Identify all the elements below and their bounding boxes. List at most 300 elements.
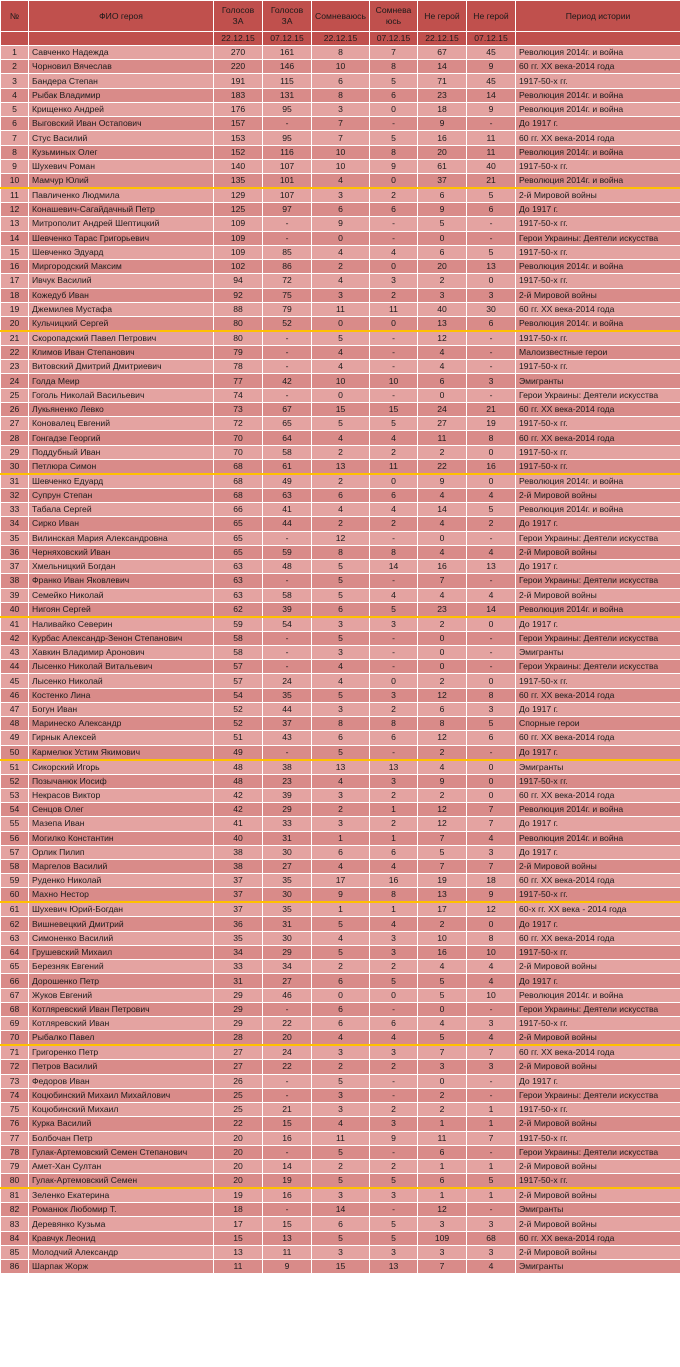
cell-not-hero-1: 2	[418, 617, 467, 632]
cell-history-period: 2-й Мировой войны	[516, 1031, 680, 1046]
cell-doubt-2: 2	[370, 188, 418, 203]
table-row	[1, 602, 680, 617]
cell-votes-for-1: 29	[214, 1017, 263, 1031]
cell-doubt-1: 2	[312, 1160, 370, 1174]
cell-doubt-1: 4	[312, 1117, 370, 1131]
table-row	[1, 1245, 680, 1259]
cell-not-hero-1: 0	[418, 1074, 467, 1088]
cell-votes-for-1: 77	[214, 374, 263, 388]
cell-votes-for-2: 48	[263, 560, 312, 574]
cell-doubt-2: -	[370, 388, 418, 402]
cell-votes-for-1: 52	[214, 702, 263, 716]
cell-votes-for-2: 72	[263, 274, 312, 288]
cell-not-hero-2: 0	[467, 474, 516, 489]
cell-history-period: 1917-50-х гг.	[516, 945, 680, 959]
cell-not-hero-2: 6	[467, 203, 516, 217]
cell-doubt-1: 0	[312, 231, 370, 245]
cell-hero-name: Бандера Степан	[29, 74, 214, 88]
cell-doubt-2: 2	[370, 1103, 418, 1117]
cell-votes-for-2: 44	[263, 517, 312, 531]
cell-not-hero-1: 4	[418, 517, 467, 531]
cell-number: 13	[1, 217, 29, 231]
cell-votes-for-2: 24	[263, 674, 312, 688]
cell-votes-for-2: 146	[263, 60, 312, 74]
cell-doubt-1: 9	[312, 217, 370, 231]
cell-votes-for-1: 80	[214, 331, 263, 346]
cell-not-hero-1: 4	[418, 960, 467, 974]
cell-doubt-2: -	[370, 1145, 418, 1159]
cell-not-hero-2: 0	[467, 774, 516, 788]
cell-history-period: Революция 2014г. и война	[516, 474, 680, 489]
header-date-blank	[29, 32, 214, 46]
cell-number: 4	[1, 88, 29, 102]
cell-not-hero-2: 16	[467, 459, 516, 474]
cell-doubt-1: 6	[312, 1017, 370, 1031]
cell-history-period: Эмигранты	[516, 1260, 680, 1274]
cell-doubt-2: 6	[370, 203, 418, 217]
cell-doubt-1: 2	[312, 803, 370, 817]
cell-votes-for-2: 29	[263, 945, 312, 959]
table-row	[1, 260, 680, 274]
cell-doubt-2: 6	[370, 488, 418, 502]
cell-not-hero-2: 5	[467, 245, 516, 259]
cell-not-hero-1: 7	[418, 1260, 467, 1274]
cell-number: 27	[1, 417, 29, 431]
cell-hero-name: Гирнык Алексей	[29, 731, 214, 745]
cell-votes-for-1: 20	[214, 1131, 263, 1145]
cell-hero-name: Петлюра Симон	[29, 459, 214, 474]
cell-doubt-1: 5	[312, 745, 370, 760]
table-row	[1, 517, 680, 531]
cell-not-hero-2: 10	[467, 988, 516, 1002]
cell-not-hero-1: 4	[418, 360, 467, 374]
cell-votes-for-2: -	[263, 1074, 312, 1088]
cell-number: 31	[1, 474, 29, 489]
cell-hero-name: Чорновил Вячеслав	[29, 60, 214, 74]
cell-votes-for-2: 101	[263, 174, 312, 189]
table-row	[1, 888, 680, 903]
cell-not-hero-2: 7	[467, 803, 516, 817]
cell-votes-for-2: 21	[263, 1103, 312, 1117]
cell-history-period: Герои Украины: Деятели искусства	[516, 631, 680, 645]
cell-doubt-2: 0	[370, 260, 418, 274]
cell-doubt-2: 4	[370, 1031, 418, 1046]
table-row	[1, 431, 680, 445]
cell-doubt-1: 3	[312, 788, 370, 802]
cell-number: 78	[1, 1145, 29, 1159]
cell-doubt-1: 2	[312, 260, 370, 274]
cell-history-period: 60 гг. XX века-2014 года	[516, 402, 680, 416]
cell-history-period: 60 гг. XX века-2014 года	[516, 731, 680, 745]
cell-number: 72	[1, 1060, 29, 1074]
cell-votes-for-2: 107	[263, 188, 312, 203]
cell-votes-for-1: 42	[214, 788, 263, 802]
cell-not-hero-1: 16	[418, 131, 467, 145]
cell-doubt-2: 6	[370, 845, 418, 859]
cell-hero-name: Петров Василий	[29, 1060, 214, 1074]
cell-number: 30	[1, 459, 29, 474]
cell-not-hero-2: 2	[467, 517, 516, 531]
cell-votes-for-2: 52	[263, 316, 312, 331]
cell-number: 49	[1, 731, 29, 745]
cell-votes-for-2: 63	[263, 488, 312, 502]
cell-doubt-1: 3	[312, 1103, 370, 1117]
cell-doubt-1: 4	[312, 360, 370, 374]
cell-history-period: 2-й Мировой войны	[516, 1245, 680, 1259]
cell-doubt-1: 4	[312, 503, 370, 517]
cell-number: 74	[1, 1088, 29, 1102]
cell-number: 15	[1, 245, 29, 259]
table-row	[1, 474, 680, 489]
cell-history-period: 60 гг. XX века-2014 года	[516, 688, 680, 702]
cell-votes-for-1: 157	[214, 117, 263, 131]
cell-number: 10	[1, 174, 29, 189]
table-row	[1, 803, 680, 817]
cell-votes-for-2: 13	[263, 1231, 312, 1245]
cell-not-hero-1: 0	[418, 1002, 467, 1016]
cell-votes-for-2: 35	[263, 688, 312, 702]
cell-not-hero-1: 12	[418, 817, 467, 831]
cell-votes-for-2: 49	[263, 474, 312, 489]
cell-votes-for-2: 39	[263, 788, 312, 802]
cell-votes-for-2: 35	[263, 902, 312, 917]
cell-hero-name: Амет-Хан Султан	[29, 1160, 214, 1174]
cell-hero-name: Сикорский Игорь	[29, 760, 214, 775]
cell-hero-name: Курка Василий	[29, 1117, 214, 1131]
cell-history-period: До 1917 г.	[516, 517, 680, 531]
cell-not-hero-2: -	[467, 117, 516, 131]
cell-not-hero-1: 6	[418, 1145, 467, 1159]
cell-votes-for-1: 66	[214, 503, 263, 517]
cell-votes-for-1: 48	[214, 760, 263, 775]
cell-not-hero-2: 0	[467, 760, 516, 775]
table-row	[1, 417, 680, 431]
cell-not-hero-1: 2	[418, 674, 467, 688]
cell-votes-for-2: -	[263, 360, 312, 374]
table-row	[1, 645, 680, 659]
cell-votes-for-1: 65	[214, 517, 263, 531]
cell-hero-name: Симоненко Василий	[29, 931, 214, 945]
cell-doubt-1: 11	[312, 1131, 370, 1145]
cell-not-hero-2: 8	[467, 688, 516, 702]
header-date: 07.12.15	[370, 32, 418, 46]
cell-doubt-2: -	[370, 360, 418, 374]
cell-doubt-1: 4	[312, 245, 370, 259]
cell-history-period: До 1917 г.	[516, 702, 680, 716]
cell-number: 24	[1, 374, 29, 388]
cell-votes-for-1: 37	[214, 902, 263, 917]
cell-hero-name: Гулак-Артемовский Семен	[29, 1174, 214, 1189]
cell-not-hero-2: -	[467, 745, 516, 760]
cell-not-hero-1: 6	[418, 1174, 467, 1189]
cell-doubt-2: 11	[370, 459, 418, 474]
cell-votes-for-1: 20	[214, 1160, 263, 1174]
cell-not-hero-2: 5	[467, 188, 516, 203]
cell-number: 75	[1, 1103, 29, 1117]
cell-doubt-1: 3	[312, 817, 370, 831]
cell-hero-name: Грушевский Михаил	[29, 945, 214, 959]
cell-votes-for-2: -	[263, 1203, 312, 1217]
cell-not-hero-2: 7	[467, 817, 516, 831]
cell-not-hero-1: 0	[418, 645, 467, 659]
cell-not-hero-2: 7	[467, 1131, 516, 1145]
table-row	[1, 74, 680, 88]
cell-not-hero-2: 14	[467, 88, 516, 102]
cell-doubt-1: 10	[312, 159, 370, 173]
cell-history-period: До 1917 г.	[516, 917, 680, 931]
cell-number: 8	[1, 145, 29, 159]
cell-not-hero-1: 11	[418, 431, 467, 445]
cell-doubt-1: 0	[312, 388, 370, 402]
table-row	[1, 788, 680, 802]
cell-votes-for-1: 57	[214, 674, 263, 688]
cell-doubt-1: 5	[312, 588, 370, 602]
cell-votes-for-1: 19	[214, 1188, 263, 1203]
cell-not-hero-1: 13	[418, 888, 467, 903]
cell-not-hero-2: 7	[467, 1045, 516, 1060]
cell-hero-name: Климов Иван Степанович	[29, 345, 214, 359]
cell-not-hero-1: 12	[418, 331, 467, 346]
cell-doubt-2: 3	[370, 1045, 418, 1060]
cell-doubt-1: 4	[312, 660, 370, 674]
cell-not-hero-2: 4	[467, 488, 516, 502]
cell-hero-name: Шевченко Эдуард	[29, 245, 214, 259]
cell-votes-for-2: -	[263, 745, 312, 760]
cell-votes-for-1: 48	[214, 774, 263, 788]
cell-not-hero-1: 7	[418, 574, 467, 588]
cell-votes-for-1: 49	[214, 745, 263, 760]
cell-not-hero-2: 4	[467, 974, 516, 988]
cell-history-period: 60 гг. XX века-2014 года	[516, 131, 680, 145]
table-row	[1, 60, 680, 74]
cell-not-hero-2: 68	[467, 1231, 516, 1245]
table-row	[1, 131, 680, 145]
cell-number: 63	[1, 931, 29, 945]
cell-number: 29	[1, 445, 29, 459]
cell-votes-for-2: 46	[263, 988, 312, 1002]
cell-number: 35	[1, 531, 29, 545]
table-row	[1, 203, 680, 217]
cell-not-hero-1: 18	[418, 102, 467, 116]
table-row	[1, 345, 680, 359]
cell-not-hero-1: 3	[418, 1217, 467, 1231]
header-doubt-2: Сомневаюсь	[370, 1, 418, 32]
cell-votes-for-2: 61	[263, 459, 312, 474]
cell-number: 32	[1, 488, 29, 502]
cell-votes-for-1: 40	[214, 831, 263, 845]
cell-doubt-2: 6	[370, 1017, 418, 1031]
cell-not-hero-1: 5	[418, 988, 467, 1002]
cell-doubt-2: 15	[370, 402, 418, 416]
cell-doubt-1: 2	[312, 517, 370, 531]
cell-votes-for-1: 37	[214, 874, 263, 888]
cell-votes-for-2: 75	[263, 288, 312, 302]
cell-number: 36	[1, 545, 29, 559]
cell-number: 46	[1, 688, 29, 702]
cell-hero-name: Ивчук Василий	[29, 274, 214, 288]
cell-votes-for-1: 109	[214, 217, 263, 231]
table-row	[1, 702, 680, 716]
cell-not-hero-1: 4	[418, 545, 467, 559]
cell-votes-for-2: -	[263, 574, 312, 588]
cell-number: 67	[1, 988, 29, 1002]
cell-number: 70	[1, 1031, 29, 1046]
cell-hero-name: Мамчур Юлий	[29, 174, 214, 189]
table-row	[1, 831, 680, 845]
cell-hero-name: Павличенко Людмила	[29, 188, 214, 203]
cell-number: 84	[1, 1231, 29, 1245]
cell-doubt-2: -	[370, 745, 418, 760]
cell-number: 71	[1, 1045, 29, 1060]
table-row	[1, 974, 680, 988]
cell-votes-for-1: 68	[214, 474, 263, 489]
cell-history-period: Герои Украины: Деятели искусства	[516, 574, 680, 588]
cell-not-hero-2: 9	[467, 888, 516, 903]
cell-doubt-1: 2	[312, 474, 370, 489]
cell-votes-for-2: 27	[263, 860, 312, 874]
cell-hero-name: Мазепа Иван	[29, 817, 214, 831]
cell-not-hero-2: -	[467, 388, 516, 402]
cell-not-hero-2: 3	[467, 374, 516, 388]
cell-not-hero-1: 24	[418, 402, 467, 416]
cell-votes-for-2: 85	[263, 245, 312, 259]
cell-not-hero-2: 0	[467, 788, 516, 802]
cell-hero-name: Федоров Иван	[29, 1074, 214, 1088]
cell-number: 40	[1, 602, 29, 617]
cell-number: 25	[1, 388, 29, 402]
cell-doubt-1: 17	[312, 874, 370, 888]
cell-number: 61	[1, 902, 29, 917]
cell-hero-name: Митрополит Андрей Шептицкий	[29, 217, 214, 231]
cell-not-hero-1: 1	[418, 1188, 467, 1203]
cell-not-hero-2: -	[467, 1074, 516, 1088]
cell-doubt-2: 3	[370, 1188, 418, 1203]
cell-not-hero-1: 12	[418, 1203, 467, 1217]
cell-votes-for-1: 78	[214, 360, 263, 374]
cell-votes-for-1: 38	[214, 860, 263, 874]
cell-hero-name: Семейко Николай	[29, 588, 214, 602]
cell-hero-name: Руденко Николай	[29, 874, 214, 888]
cell-history-period: 1917-50-х гг.	[516, 1174, 680, 1189]
cell-hero-name: Коцюбинский Михаил Михайлович	[29, 1088, 214, 1102]
cell-not-hero-2: -	[467, 631, 516, 645]
cell-number: 48	[1, 717, 29, 731]
cell-not-hero-2: 3	[467, 845, 516, 859]
table-row	[1, 531, 680, 545]
cell-not-hero-1: 4	[418, 345, 467, 359]
cell-number: 14	[1, 231, 29, 245]
cell-not-hero-1: 4	[418, 488, 467, 502]
cell-doubt-1: 5	[312, 688, 370, 702]
cell-not-hero-2: -	[467, 1203, 516, 1217]
cell-not-hero-1: 2	[418, 745, 467, 760]
cell-hero-name: Поддубный Иван	[29, 445, 214, 459]
cell-history-period: Малоизвестные герои	[516, 345, 680, 359]
cell-not-hero-1: 17	[418, 902, 467, 917]
cell-votes-for-2: 37	[263, 717, 312, 731]
table-row	[1, 46, 680, 60]
cell-votes-for-2: 20	[263, 1031, 312, 1046]
cell-doubt-1: 13	[312, 760, 370, 775]
cell-votes-for-2: 15	[263, 1217, 312, 1231]
cell-not-hero-2: -	[467, 1088, 516, 1102]
cell-doubt-1: 3	[312, 288, 370, 302]
cell-votes-for-2: 116	[263, 145, 312, 159]
cell-votes-for-2: 14	[263, 1160, 312, 1174]
header-date: 22.12.15	[418, 32, 467, 46]
cell-not-hero-2: 5	[467, 717, 516, 731]
cell-votes-for-1: 29	[214, 1002, 263, 1016]
cell-votes-for-2: 64	[263, 431, 312, 445]
cell-number: 59	[1, 874, 29, 888]
cell-doubt-1: 5	[312, 331, 370, 346]
cell-doubt-2: 2	[370, 517, 418, 531]
table-row	[1, 488, 680, 502]
cell-not-hero-1: 1	[418, 1117, 467, 1131]
table-row	[1, 1074, 680, 1088]
header-history-period: Период истории	[516, 1, 680, 32]
cell-doubt-1: 5	[312, 417, 370, 431]
cell-votes-for-1: 38	[214, 845, 263, 859]
cell-doubt-1: 3	[312, 1088, 370, 1102]
cell-history-period: 1917-50-х гг.	[516, 274, 680, 288]
cell-votes-for-1: 36	[214, 917, 263, 931]
cell-doubt-2: 6	[370, 731, 418, 745]
cell-number: 38	[1, 574, 29, 588]
table-row	[1, 360, 680, 374]
cell-votes-for-2: -	[263, 531, 312, 545]
cell-hero-name: Дорошенко Петр	[29, 974, 214, 988]
cell-doubt-1: 3	[312, 645, 370, 659]
cell-not-hero-1: 2	[418, 445, 467, 459]
cell-doubt-1: 11	[312, 302, 370, 316]
table-row	[1, 288, 680, 302]
cell-doubt-1: 3	[312, 617, 370, 632]
table-row	[1, 1217, 680, 1231]
cell-doubt-1: 8	[312, 88, 370, 102]
cell-not-hero-2: 13	[467, 560, 516, 574]
cell-number: 68	[1, 1002, 29, 1016]
cell-hero-name: Шарпак Жорж	[29, 1260, 214, 1274]
table-row	[1, 960, 680, 974]
cell-number: 80	[1, 1174, 29, 1189]
cell-not-hero-2: 3	[467, 1060, 516, 1074]
cell-votes-for-1: 70	[214, 445, 263, 459]
cell-number: 19	[1, 302, 29, 316]
cell-not-hero-1: 0	[418, 531, 467, 545]
cell-votes-for-1: 73	[214, 402, 263, 416]
cell-hero-name: Костенко Лина	[29, 688, 214, 702]
cell-votes-for-1: 176	[214, 102, 263, 116]
cell-not-hero-1: 7	[418, 860, 467, 874]
table-row	[1, 617, 680, 632]
cell-number: 7	[1, 131, 29, 145]
cell-doubt-1: 5	[312, 1174, 370, 1189]
cell-hero-name: Голда Меир	[29, 374, 214, 388]
cell-votes-for-2: 30	[263, 931, 312, 945]
table-row	[1, 1260, 680, 1274]
cell-history-period: Революция 2014г. и война	[516, 174, 680, 189]
cell-history-period: Герои Украины: Деятели искусства	[516, 1002, 680, 1016]
cell-number: 57	[1, 845, 29, 859]
cell-hero-name: Вилинская Мария Александровна	[29, 531, 214, 545]
cell-doubt-1: 6	[312, 74, 370, 88]
cell-hero-name: Болбочан Петр	[29, 1131, 214, 1145]
cell-doubt-2: 3	[370, 688, 418, 702]
cell-not-hero-1: 2	[418, 917, 467, 931]
cell-not-hero-1: 8	[418, 717, 467, 731]
cell-history-period: До 1917 г.	[516, 745, 680, 760]
